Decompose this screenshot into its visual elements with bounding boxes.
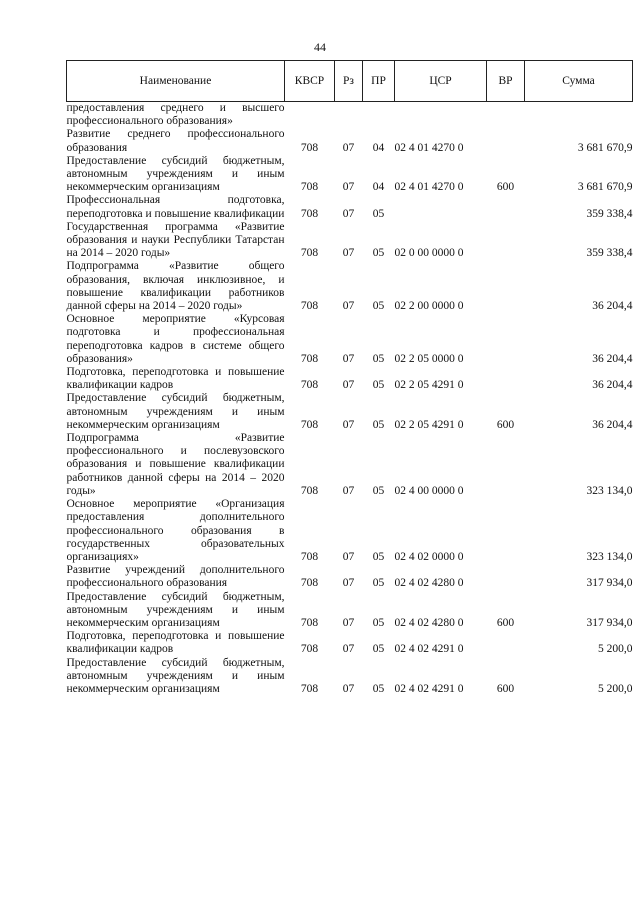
row-csr: 02 4 02 4291 0: [394, 682, 464, 695]
row-pr: 05: [372, 300, 385, 313]
row-rz: 07: [342, 418, 355, 431]
row-vr: [487, 630, 525, 656]
table-row: [67, 591, 633, 631]
row-sum: 3 681 670,9: [577, 181, 633, 194]
row-csr: 02 2 05 4291 0: [394, 418, 464, 431]
row-name: Развитие среднего профессионального образования: [66, 128, 285, 154]
header-vr: ВР: [487, 61, 525, 102]
row-kvsr: 708: [300, 484, 319, 497]
table-row: [67, 657, 633, 697]
table-row: [67, 392, 633, 432]
row-csr: 02 4 01 4270 0: [394, 141, 464, 154]
row-vr: 600: [496, 181, 515, 194]
row-kvsr: 708: [300, 181, 319, 194]
row-vr: 600: [496, 682, 515, 695]
row-pr: 05: [372, 484, 385, 497]
row-vr: 600: [496, 418, 515, 431]
table-row: [67, 102, 633, 129]
row-vr: [487, 313, 525, 366]
row-kvsr: 708: [300, 682, 319, 695]
row-rz: [335, 102, 363, 129]
row-rz: 07: [342, 550, 355, 563]
row-vr: [487, 564, 525, 590]
row-csr: 02 4 02 4280 0: [394, 616, 464, 629]
row-rz: 07: [342, 379, 355, 392]
row-name: Государственная программа «Развитие образования и науки Республики Татарстан на 2014 – 2020 годы»: [66, 220, 285, 260]
row-rz: 07: [342, 247, 355, 260]
row-rz: 07: [342, 682, 355, 695]
row-kvsr: 708: [300, 550, 319, 563]
row-csr: 02 4 02 4280 0: [394, 577, 464, 590]
row-kvsr: 708: [300, 643, 319, 656]
row-kvsr: 708: [300, 379, 319, 392]
table-row: [67, 313, 633, 366]
table-row: [67, 221, 633, 261]
budget-table: [66, 60, 633, 696]
row-sum: 36 204,4: [592, 379, 633, 392]
row-rz: 07: [342, 300, 355, 313]
table-row: [67, 564, 633, 590]
row-sum: 317 934,0: [586, 577, 633, 590]
row-name: Профессиональная подготовка, переподготовка и повышение квалификации: [66, 194, 285, 220]
row-name: Предоставление субсидий бюджетным, автономным учреждениям и иным некоммерческим организациям: [66, 590, 285, 629]
row-csr: 02 2 05 4291 0: [394, 379, 464, 392]
row-rz: 07: [342, 484, 355, 497]
row-kvsr: 708: [300, 141, 319, 154]
table-row: [67, 366, 633, 392]
row-pr: 05: [372, 418, 385, 431]
row-rz: 07: [342, 577, 355, 590]
row-name: Подготовка, переподготовка и повышение квалификации кадров: [66, 366, 285, 392]
row-csr: 02 4 00 0000 0: [394, 484, 464, 497]
row-csr: [395, 102, 487, 129]
row-name: Подпрограмма «Развитие профессионального и послевузовского образования и повышение квалификации работников данной сферы на 2014 – 2020 годы»: [66, 432, 285, 497]
row-name: Основное мероприятие «Курсовая подготовка и профессиональная переподготовка кадров в системе общего образования»: [66, 313, 285, 365]
row-csr: 02 4 01 4270 0: [394, 181, 464, 194]
row-vr: [487, 366, 525, 392]
row-sum: 36 204,4: [592, 418, 633, 431]
header-name: Наименование: [67, 61, 285, 102]
row-kvsr: 708: [300, 418, 319, 431]
row-pr: 05: [372, 616, 385, 629]
row-sum: 359 338,4: [586, 247, 633, 260]
row-name: Предоставление субсидий бюджетным, автономным учреждениям и иным некоммерческим организациям: [66, 392, 285, 431]
row-pr: 04: [372, 141, 385, 154]
table-row: [67, 432, 633, 498]
row-pr: 05: [372, 577, 385, 590]
row-pr: 05: [372, 247, 385, 260]
row-csr: 02 4 02 4291 0: [394, 643, 464, 656]
table-header-row: [67, 61, 633, 102]
table-row: [67, 260, 633, 313]
row-csr: [395, 194, 487, 220]
row-sum: 317 934,0: [586, 616, 633, 629]
row-kvsr: 708: [300, 352, 319, 365]
row-vr: [487, 102, 525, 129]
row-rz: 07: [342, 352, 355, 365]
table-row: [67, 155, 633, 195]
table-row: [67, 498, 633, 564]
row-name: предоставления среднего и высшего профессионального образования»: [66, 102, 285, 128]
row-pr: 05: [372, 379, 385, 392]
row-rz: 07: [342, 616, 355, 629]
row-sum: 3 681 670,9: [577, 141, 633, 154]
row-sum: 5 200,0: [598, 682, 633, 695]
row-kvsr: 708: [300, 616, 319, 629]
page-number: 44: [314, 40, 326, 54]
row-pr: 04: [372, 181, 385, 194]
row-pr: 05: [372, 643, 385, 656]
row-vr: [487, 498, 525, 564]
row-pr: 05: [372, 550, 385, 563]
row-rz: 07: [342, 181, 355, 194]
row-kvsr: 708: [300, 247, 319, 260]
row-sum: 323 134,0: [586, 550, 633, 563]
row-sum: [525, 102, 633, 129]
row-rz: 07: [342, 207, 355, 220]
row-rz: 07: [342, 643, 355, 656]
row-csr: 02 2 05 0000 0: [394, 352, 464, 365]
header-rz: Рз: [335, 61, 363, 102]
row-vr: [487, 128, 525, 154]
row-rz: 07: [342, 141, 355, 154]
row-vr: 600: [496, 616, 515, 629]
row-name: Основное мероприятие «Организация предоставления дополнительного профессионального образования в государственных образовательных организациях»: [66, 498, 285, 563]
row-name: Подпрограмма «Развитие общего образования, включая инклюзивное, и повышение квалификации работников данной сферы на 2014 – 2020 годы»: [66, 260, 285, 313]
row-kvsr: 708: [300, 577, 319, 590]
header-pr: ПР: [363, 61, 395, 102]
row-csr: 02 0 00 0000 0: [394, 247, 464, 260]
header-kvsr: КВСР: [285, 61, 335, 102]
row-kvsr: [285, 102, 335, 129]
table-row: [67, 630, 633, 656]
row-pr: 05: [372, 682, 385, 695]
row-name: Подготовка, переподготовка и повышение квалификации кадров: [66, 630, 285, 656]
row-csr: 02 2 00 0000 0: [394, 300, 464, 313]
row-vr: [487, 221, 525, 261]
row-pr: 05: [372, 207, 385, 220]
row-pr: [363, 102, 395, 129]
row-vr: [487, 432, 525, 498]
row-kvsr: 708: [300, 207, 319, 220]
header-sum: Сумма: [525, 61, 633, 102]
row-pr: 05: [372, 352, 385, 365]
row-vr: [487, 260, 525, 313]
header-csr: ЦСР: [395, 61, 487, 102]
row-csr: 02 4 02 0000 0: [394, 550, 464, 563]
row-name: Развитие учреждений дополнительного профессионального образования: [66, 564, 285, 590]
row-sum: 359 338,4: [586, 207, 633, 220]
row-name: Предоставление субсидий бюджетным, автономным учреждениям и иным некоммерческим организациям: [66, 154, 285, 194]
row-name: Предоставление субсидий бюджетным, автономным учреждениям и иным некоммерческим организациям: [66, 656, 285, 695]
row-kvsr: 708: [300, 300, 319, 313]
row-sum: 36 204,4: [592, 300, 633, 313]
row-vr: [487, 194, 525, 220]
table-row: [67, 128, 633, 154]
row-sum: 323 134,0: [586, 484, 633, 497]
row-sum: 36 204,4: [592, 352, 633, 365]
row-sum: 5 200,0: [598, 643, 633, 656]
table-row: [67, 194, 633, 220]
